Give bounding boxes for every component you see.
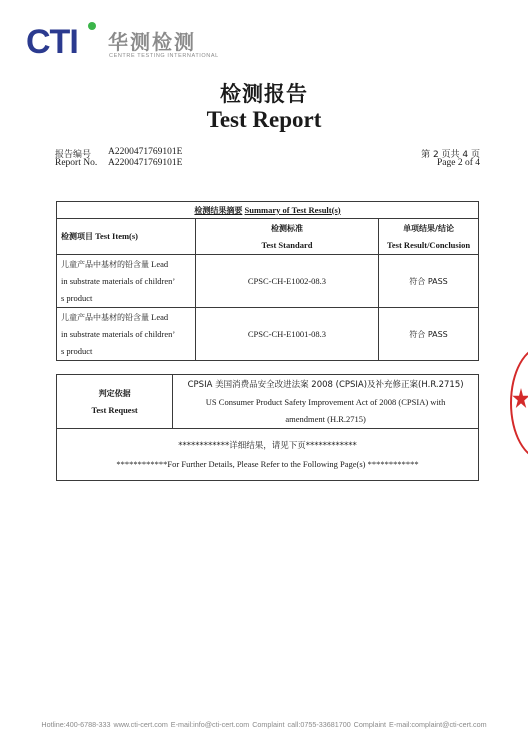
logo-brand: CTI: [26, 23, 78, 61]
test-standard-cell: CPSC-CH-E1002-08.3: [195, 255, 378, 308]
page-title-english: Test Report: [206, 107, 322, 132]
test-item-en-1: Lead: [151, 311, 169, 322]
logo-dot-icon: [88, 22, 96, 30]
test-standard-cell: CPSC-CH-E1001-08.3: [195, 308, 378, 361]
test-request-line-2: US Consumer Product Safety Improvement Act of 2008 (CPSIA) with: [205, 396, 446, 407]
page-footer: Hotline:400-6788-333 www.cti-cert.com E-mail:info@cti-cert.com Complaint call:0755-33681700 Complaint E-mail:complaint@cti-cert.com: [41, 720, 487, 729]
test-item-en-2: in substrate materials of children’: [61, 329, 176, 340]
test-item-en-3: s product: [61, 292, 93, 303]
table-row: [57, 308, 479, 361]
report-number-value-en: A2200471769101E: [108, 158, 183, 168]
details-row: [57, 429, 479, 481]
report-number-label-cn: 报告编号: [55, 150, 92, 160]
company-logo: [26, 22, 219, 64]
report-number-value: A2200471769101E: [108, 147, 183, 157]
header-test-item-cn: 检测项目: [61, 232, 93, 241]
summary-title: [57, 202, 479, 219]
details-note: [57, 429, 479, 481]
test-item-cell: [57, 255, 196, 308]
test-request-row: [57, 375, 479, 429]
summary-title-cn: 检测结果摘要: [194, 205, 243, 215]
details-note-cn: ************详细结果，请见下页************: [178, 440, 357, 451]
test-request-label-en: Test Request: [91, 404, 138, 415]
page-number-en: Page 2 of 4: [436, 158, 480, 168]
test-request-line-1: CPSIA 美国消费品安全改进法案 2008 (CPSIA)及补充修正案(H.R.2715): [187, 379, 464, 390]
test-item-en-2: in substrate materials of children’: [61, 276, 176, 287]
logo-english-name: CENTRE TESTING INTERNATIONAL: [109, 53, 219, 59]
header-test-standard-en: Test Standard: [261, 239, 313, 250]
header-test-result-cn: 单项结果/结论: [403, 223, 454, 233]
header-test-result: [379, 219, 479, 255]
page-title-chinese: 检测报告: [220, 82, 308, 106]
table-header-row: [57, 219, 479, 255]
details-note-en: ************For Further Details, Please Refer to the Following Page(s) ************: [116, 458, 419, 469]
summary-title-en: Summary of Test Result(s): [244, 204, 341, 215]
test-item-en-3: s product: [61, 345, 93, 356]
test-request-table: [56, 374, 479, 481]
test-request-label: [57, 375, 173, 429]
test-item-cn: 儿童产品中基材的铅含量: [61, 259, 149, 269]
header-test-result-en: Test Result/Conclusion: [387, 239, 471, 250]
inspection-stamp: [510, 346, 528, 456]
table-row: [57, 255, 479, 308]
test-result-cell: 符合 PASS: [379, 308, 479, 361]
test-item-cell: [57, 308, 196, 361]
logo-chinese-name: 华测检测: [108, 30, 196, 54]
page-number-cn: 第 2 页共 4 页: [421, 150, 480, 160]
header-test-item: [57, 219, 196, 255]
test-request-line-3: amendment (H.R.2715): [285, 413, 366, 424]
test-item-cn: 儿童产品中基材的铅含量: [61, 312, 149, 322]
report-number-label-en: Report No.: [55, 158, 98, 168]
test-item-en-1: Lead: [151, 258, 169, 269]
header-test-item-en: Test Item(s): [95, 231, 139, 241]
header-test-standard-cn: 检测标准: [270, 223, 303, 233]
summary-title-row: [57, 202, 479, 219]
test-request-content: [173, 375, 479, 429]
test-request-label-cn: 判定依据: [98, 388, 131, 398]
test-result-cell: 符合 PASS: [379, 255, 479, 308]
summary-table: [56, 201, 479, 361]
header-test-standard: [195, 219, 378, 255]
